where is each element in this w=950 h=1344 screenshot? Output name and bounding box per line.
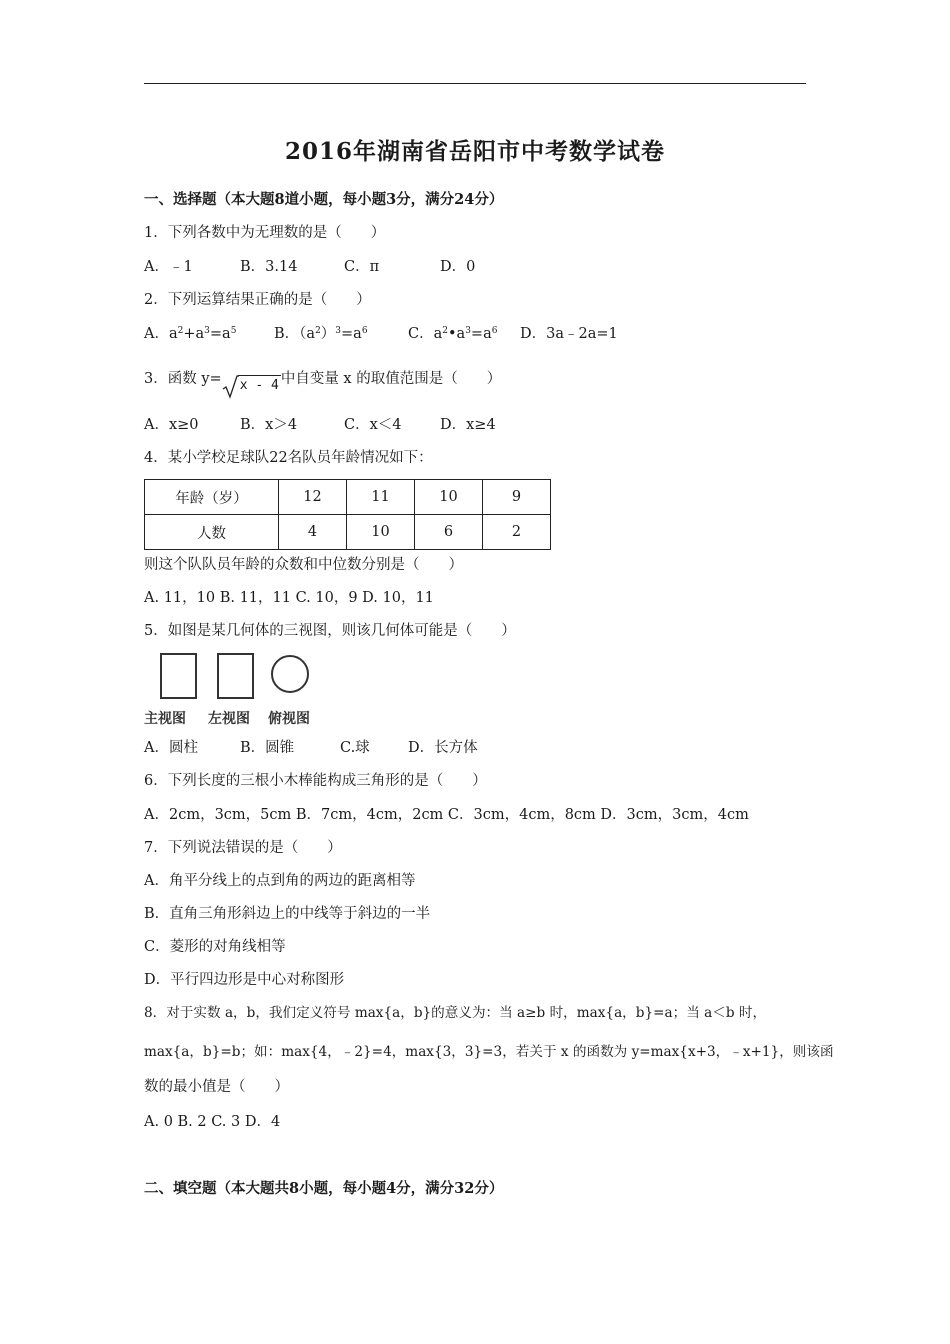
q1-stem: 1．下列各数中为无理数的是（ ） <box>144 225 386 241</box>
q8-line1: 8．对于实数 a，b，我们定义符号 max{a，b}的意义为：当 a≥b 时，max{a，b}=a；当 a＜b 时， <box>144 1005 767 1021</box>
q5-options <box>144 739 478 757</box>
q7-option-a: A．角平分线上的点到角的两边的距离相等 <box>144 873 416 889</box>
section2-heading: 二、填空题（本大题共8小题，每小题4分，满分32分） <box>144 1180 504 1197</box>
side-view-rectangle <box>217 653 254 699</box>
q7-option-b: B．直角三角形斜边上的中线等于斜边的一半 <box>144 906 431 922</box>
q5-option-b: B．圆锥 <box>240 740 295 756</box>
q2-options <box>144 325 618 343</box>
q4-question: 则这个队队员年龄的众数和中位数分别是（ ） <box>144 557 463 573</box>
q1-options <box>144 258 475 276</box>
q5-option-d: D．长方体 <box>408 740 478 756</box>
front-view-label: 主视图 <box>144 711 186 727</box>
table-cell: 9 <box>483 480 551 515</box>
header-rule <box>144 83 806 84</box>
q7-option-d: D．平行四边形是中心对称图形 <box>144 972 345 988</box>
table-cell: 10 <box>347 515 415 550</box>
q3-stem: 3．函数 y= x - 4 中自变量 x 的取值范围是（ ） <box>144 370 501 397</box>
front-view-rectangle <box>160 653 197 699</box>
table-cell: 4 <box>279 515 347 550</box>
q6-stem: 6．下列长度的三根小木棒能构成三角形的是（ ） <box>144 773 487 789</box>
q1-option-a: A．﹣1 <box>144 259 193 275</box>
q7-option-c: C．菱形的对角线相等 <box>144 939 286 955</box>
q3-option-a: A．x≥0 <box>144 417 199 433</box>
top-view-label: 俯视图 <box>268 711 310 727</box>
q4-stem: 4．某小学校足球队22名队员年龄情况如下： <box>144 450 433 466</box>
top-view-circle <box>271 655 309 693</box>
q2-stem: 2．下列运算结果正确的是（ ） <box>144 292 371 308</box>
q7-stem: 7．下列说法错误的是（ ） <box>144 840 342 856</box>
q1-option-c: C．π <box>344 259 380 275</box>
q5-stem: 5．如图是某几何体的三视图，则该几何体可能是（ ） <box>144 623 516 639</box>
q5-option-c: C.球 <box>340 740 370 756</box>
table-cell: 6 <box>415 515 483 550</box>
q2-option-d: D．3a﹣2a=1 <box>520 326 618 342</box>
q2-option-c: C．$a^2•a^3=a^6$ <box>408 326 498 342</box>
q8-line2: max{a，b}=b；如：max{4，﹣2}=4，max{3，3}=3，若关于 x 的函数为 y=max{x+3，﹣x+1}，则该函 <box>144 1044 834 1060</box>
q4-options: A. 11，10 B. 11，11 C. 10，9 D. 10，11 <box>144 590 434 606</box>
section1-heading: 一、选择题（本大题8道小题，每小题3分，满分24分） <box>144 191 504 208</box>
table-cell: 10 <box>415 480 483 515</box>
q3-option-b: B．x＞4 <box>240 417 298 433</box>
side-view-label: 左视图 <box>208 711 250 727</box>
q1-option-d: D．0 <box>440 259 476 275</box>
page-title: 2016年湖南省岳阳市中考数学试卷 <box>284 138 665 165</box>
table-cell: 年龄（岁） <box>145 480 279 515</box>
q8-options: A. 0 B. 2 C. 3 D．4 <box>144 1114 281 1130</box>
table-row <box>145 480 551 515</box>
q3-option-c: C．x＜4 <box>344 417 402 433</box>
q8-line3: 数的最小值是（ ） <box>144 1079 289 1095</box>
q2-option-a: A．$a^2+a^3=a^5$ <box>144 326 237 342</box>
q5-option-a: A．圆柱 <box>144 740 198 756</box>
table-cell: 人数 <box>145 515 279 550</box>
sqrt-expression: x - 4 <box>222 375 281 397</box>
table-cell: 12 <box>279 480 347 515</box>
three-views-figure <box>144 650 334 730</box>
q2-option-b: B．$(a^2)^3=a^6$ <box>274 326 368 342</box>
q3-options <box>144 416 496 434</box>
table-cell: 11 <box>347 480 415 515</box>
q1-option-b: B．3.14 <box>240 259 298 275</box>
table-cell: 2 <box>483 515 551 550</box>
table-row <box>145 515 551 550</box>
q6-options: A．2cm，3cm，5cm B．7cm，4cm，2cm C．3cm，4cm，8cm D．3cm，3cm，4cm <box>144 807 749 823</box>
q3-option-d: D．x≥4 <box>440 417 496 433</box>
age-table <box>144 479 551 550</box>
